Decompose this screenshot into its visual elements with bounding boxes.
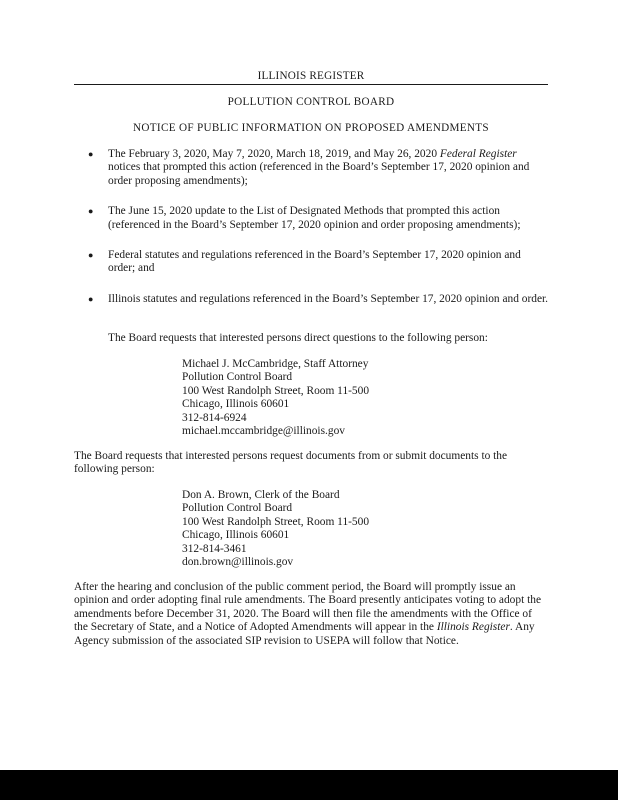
- list-item-text: Illinois statutes and regulations referenced in the Board’s September 17, 2020 opinion and order.: [108, 292, 549, 305]
- list-item: [88, 205, 548, 232]
- contact-city: Chicago, Illinois 60601: [182, 529, 290, 542]
- contact-org: Pollution Control Board: [182, 502, 293, 515]
- list-item: [88, 249, 548, 276]
- list-item-text: The February 3, 2020, May 7, 2020, March 18, 2019, and May 26, 2020: [108, 148, 440, 160]
- questions-contact-block: [182, 358, 482, 438]
- list-item-text: Federal statutes and regulations referenced in the Board’s September 17, 2020 opinion and order; and: [108, 249, 521, 275]
- list-item-italic: Federal Register: [439, 148, 517, 160]
- bullet-icon: ●: [88, 149, 94, 159]
- contact-city: Chicago, Illinois 60601: [182, 398, 290, 411]
- closing-paragraph: [74, 581, 544, 648]
- documents-intro: The Board requests that interested persons request documents from or submit documents to the following person:: [74, 450, 508, 476]
- notice-title: NOTICE OF PUBLIC INFORMATION ON PROPOSED AMENDMENTS: [133, 122, 489, 134]
- closing-italic: Illinois Register: [436, 621, 510, 634]
- contact-email[interactable]: michael.mccambridge@illinois.gov: [182, 425, 345, 438]
- list-item-text-end: notices that prompted this action (referenced in the Board’s September 17, 2020 opinion and order proposing amendments);: [108, 161, 530, 187]
- list-item: [88, 293, 548, 306]
- board-name: POLLUTION CONTROL BOARD: [227, 96, 395, 108]
- contact-email[interactable]: don.brown@illinois.gov: [182, 556, 294, 569]
- closing-text: After the hearing and conclusion of the public comment period, the Board will promptly issue an opinion and order adopting final rule amendments. The Board presently anticipates voting to adopt the amendments before December 31, 2020. The Board will then file the amendments with the Office of the Secretary of State, and a Notice of Adopted Amendments will appear in the: [74, 581, 542, 634]
- scan-bottom-bar: [0, 770, 618, 800]
- contact-name: Michael J. McCambridge, Staff Attorney: [182, 358, 369, 370]
- contact-phone: 312-814-6924: [182, 411, 247, 424]
- bullet-icon: ●: [88, 206, 94, 217]
- closing-text-end: . Any Agency submission of the associated SIP revision to USEPA will follow that Notice.: [74, 621, 535, 647]
- contact-name: Don A. Brown, Clerk of the Board: [182, 489, 340, 501]
- documents-contact-block: [182, 489, 482, 569]
- contact-street: 100 West Randolph Street, Room 11-500: [182, 515, 370, 528]
- referenced-materials-list: [88, 148, 548, 323]
- register-header: [74, 70, 548, 85]
- contact-org: Pollution Control Board: [182, 371, 293, 384]
- bullet-icon: ●: [88, 293, 94, 304]
- contact-phone: 312-814-3461: [182, 542, 247, 555]
- register-title: ILLINOIS REGISTER: [257, 70, 365, 82]
- contact-street: 100 West Randolph Street, Room 11-500: [182, 384, 370, 397]
- list-item: [88, 148, 548, 188]
- bullet-icon: ●: [88, 250, 94, 261]
- list-item-text: The June 15, 2020 update to the List of Designated Methods that prompted this action (referenced in the Board’s September 17, 2020 opinion and order proposing amendments);: [108, 205, 521, 231]
- questions-intro: The Board requests that interested persons direct questions to the following person:: [108, 332, 488, 344]
